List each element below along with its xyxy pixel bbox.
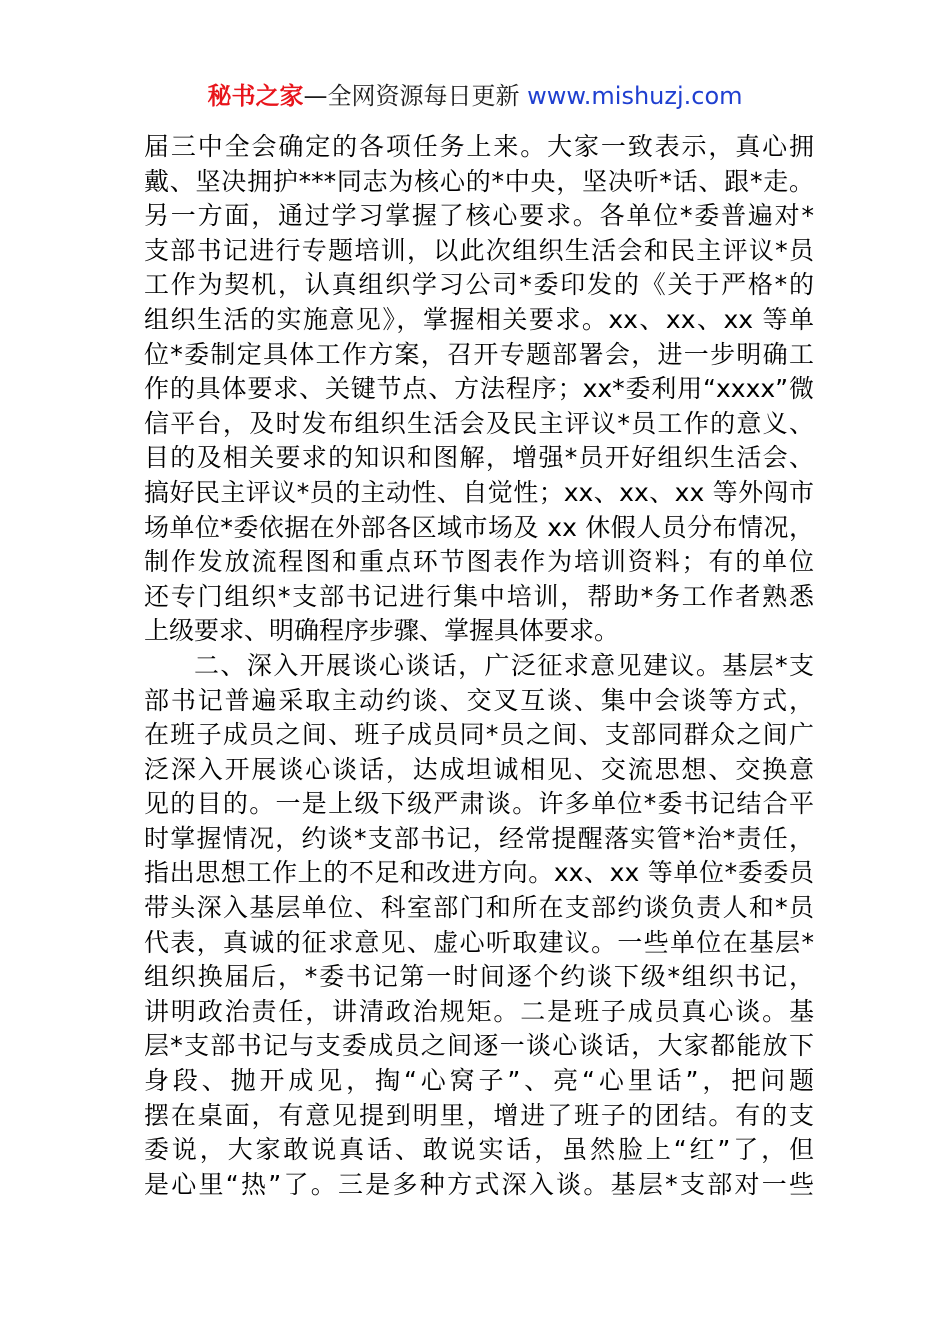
text-line: 委说，大家敢说真话、敢说实话，虽然脸上“红”了，但 [144, 1135, 814, 1165]
text-line: 另一方面，通过学习掌握了核心要求。各单位*委普遍对* [144, 201, 814, 231]
text-line: 泛深入开展谈心谈话，达成坦诚相见、交流思想、交换意 [144, 754, 814, 784]
text-line: 制作发放流程图和重点环节图表作为培训资料；有的单位 [144, 547, 814, 577]
text-line: 信平台，及时发布组织生活会及民主评议*员工作的意义、 [144, 408, 814, 438]
text-line: 部书记普遍采取主动约谈、交叉互谈、集中会谈等方式， [144, 685, 814, 715]
text-line: 还专门组织*支部书记进行集中培训，帮助*务工作者熟悉 [144, 581, 814, 611]
text-line: 组织换届后，*委书记第一时间逐个约谈下级*组织书记， [144, 962, 814, 992]
text-line: 戴、坚决拥护***同志为核心的*中央，坚决听*话、跟*走。 [144, 166, 814, 196]
text-line: 在班子成员之间、班子成员同*员之间、支部同群众之间广 [144, 720, 814, 750]
text-line: 上级要求、明确程序步骤、掌握具体要求。 [144, 616, 620, 646]
text-line: 摆在桌面，有意见提到明里，增进了班子的团结。有的支 [144, 1100, 814, 1130]
site-url-link[interactable]: www.mishuzj.com [527, 82, 743, 110]
text-line: 代表，真诚的征求意见、虚心听取建议。一些单位在基层* [144, 927, 814, 957]
text-line: 场单位*委依据在外部各区域市场及 xx 休假人员分布情况， [144, 512, 814, 542]
text-line: 届三中全会确定的各项任务上来。大家一致表示，真心拥 [144, 132, 814, 161]
text-line: 带头深入基层单位、科室部门和所在支部约谈负责人和*员 [144, 893, 814, 923]
text-line: 身段、抛开成见，掏“心窝子”、亮“心里话”，把问题 [144, 1066, 814, 1096]
text-line: 时掌握情况，约谈*支部书记，经常提醒落实管*治*责任， [144, 823, 814, 853]
text-line: 工作为契机，认真组织学习公司*委印发的《关于严格*的 [144, 270, 814, 300]
text-line: 层*支部书记与支委成员之间逐一谈心谈话，大家都能放下 [144, 1031, 814, 1061]
text-line: 作的具体要求、关键节点、方法程序；xx*委利用“xxxx”微 [144, 374, 814, 404]
header-tagline: —全网资源每日更新 [303, 82, 520, 110]
text-line: 组织生活的实施意见》，掌握相关要求。xx、xx、xx 等单 [144, 304, 814, 334]
text-line: 搞好民主评议*员的主动性、自觉性；xx、xx、xx 等外闯市 [144, 477, 814, 507]
page-header [0, 78, 950, 114]
section-heading-line: 二、深入开展谈心谈话，广泛征求意见建议。基层*支 [194, 650, 814, 680]
text-line: 是心里“热”了。三是多种方式深入谈。基层*支部对一些 [144, 1169, 814, 1199]
text-line: 位*委制定具体工作方案，召开专题部署会，进一步明确工 [144, 339, 814, 369]
brand-name: 秘书之家 [207, 82, 304, 110]
text-line: 指出思想工作上的不足和改进方向。xx、xx 等单位*委委员 [144, 858, 814, 888]
document-body [144, 130, 814, 1202]
text-line: 见的目的。一是上级下级严肃谈。许多单位*委书记结合平 [144, 789, 814, 819]
text-line: 目的及相关要求的知识和图解，增强*员开好组织生活会、 [144, 443, 814, 473]
text-line: 讲明政治责任，讲清政治规矩。二是班子成员真心谈。基 [144, 996, 814, 1026]
text-line: 支部书记进行专题培训，以此次组织生活会和民主评议*员 [144, 235, 814, 265]
